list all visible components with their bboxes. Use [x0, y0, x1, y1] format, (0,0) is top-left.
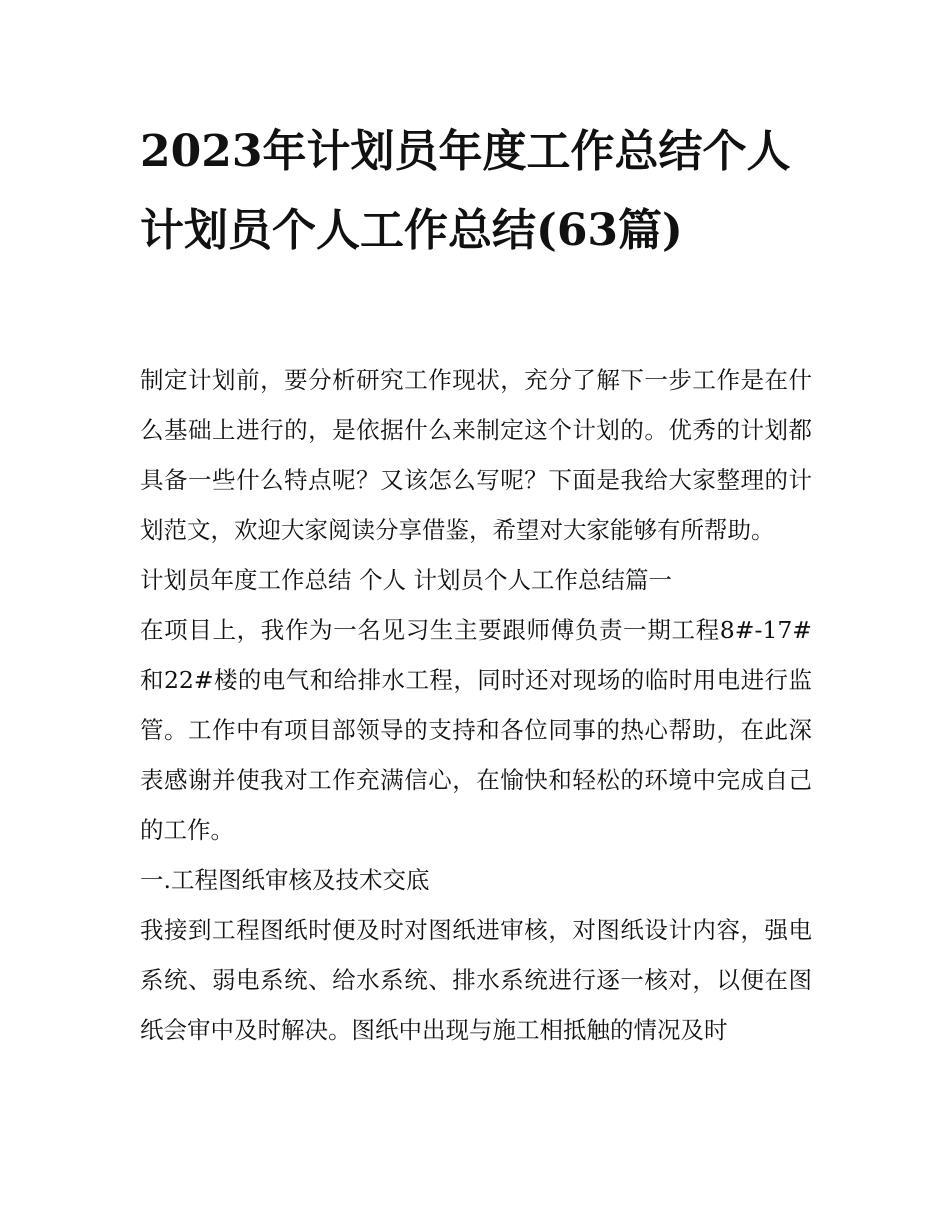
- section-heading: 计划员年度工作总结 个人 计划员个人工作总结篇一: [140, 566, 672, 594]
- body-paragraph: 我接到工程图纸时便及时对图纸进审核，对图纸设计内容，强电系统、弱电系统、给水系统、排水系统进行逐一核对，以便在图纸会审中及时解决。图纸中出现与施工相抵触的情况及时: [140, 916, 812, 1044]
- intro-paragraph: 制定计划前，要分析研究工作现状，充分了解下一步工作是在什么基础上进行的，是依据什么来制定这个计划的。优秀的计划都具备一些什么特点呢？又该怎么写呢？下面是我给大家整理的计划范文，欢迎大家阅读分享借鉴，希望对大家能够有所帮助。: [140, 366, 812, 544]
- body-paragraph: 在项目上，我作为一名见习生主要跟师傅负责一期工程8#-17#和22#楼的电气和给排水工程，同时还对现场的临时用电进行监管。工作中有项目部领导的支持和各位同事的热心帮助，在此深表感谢并使我对工作充满信心，在愉快和轻松的环境中完成自己的工作。: [140, 616, 812, 844]
- document-title: 2023年计划员年度工作总结个人 计划员个人工作总结(63篇): [140, 126, 791, 256]
- subsection-heading: 一.工程图纸审核及技术交底: [140, 866, 430, 894]
- document-body: [140, 355, 812, 1055]
